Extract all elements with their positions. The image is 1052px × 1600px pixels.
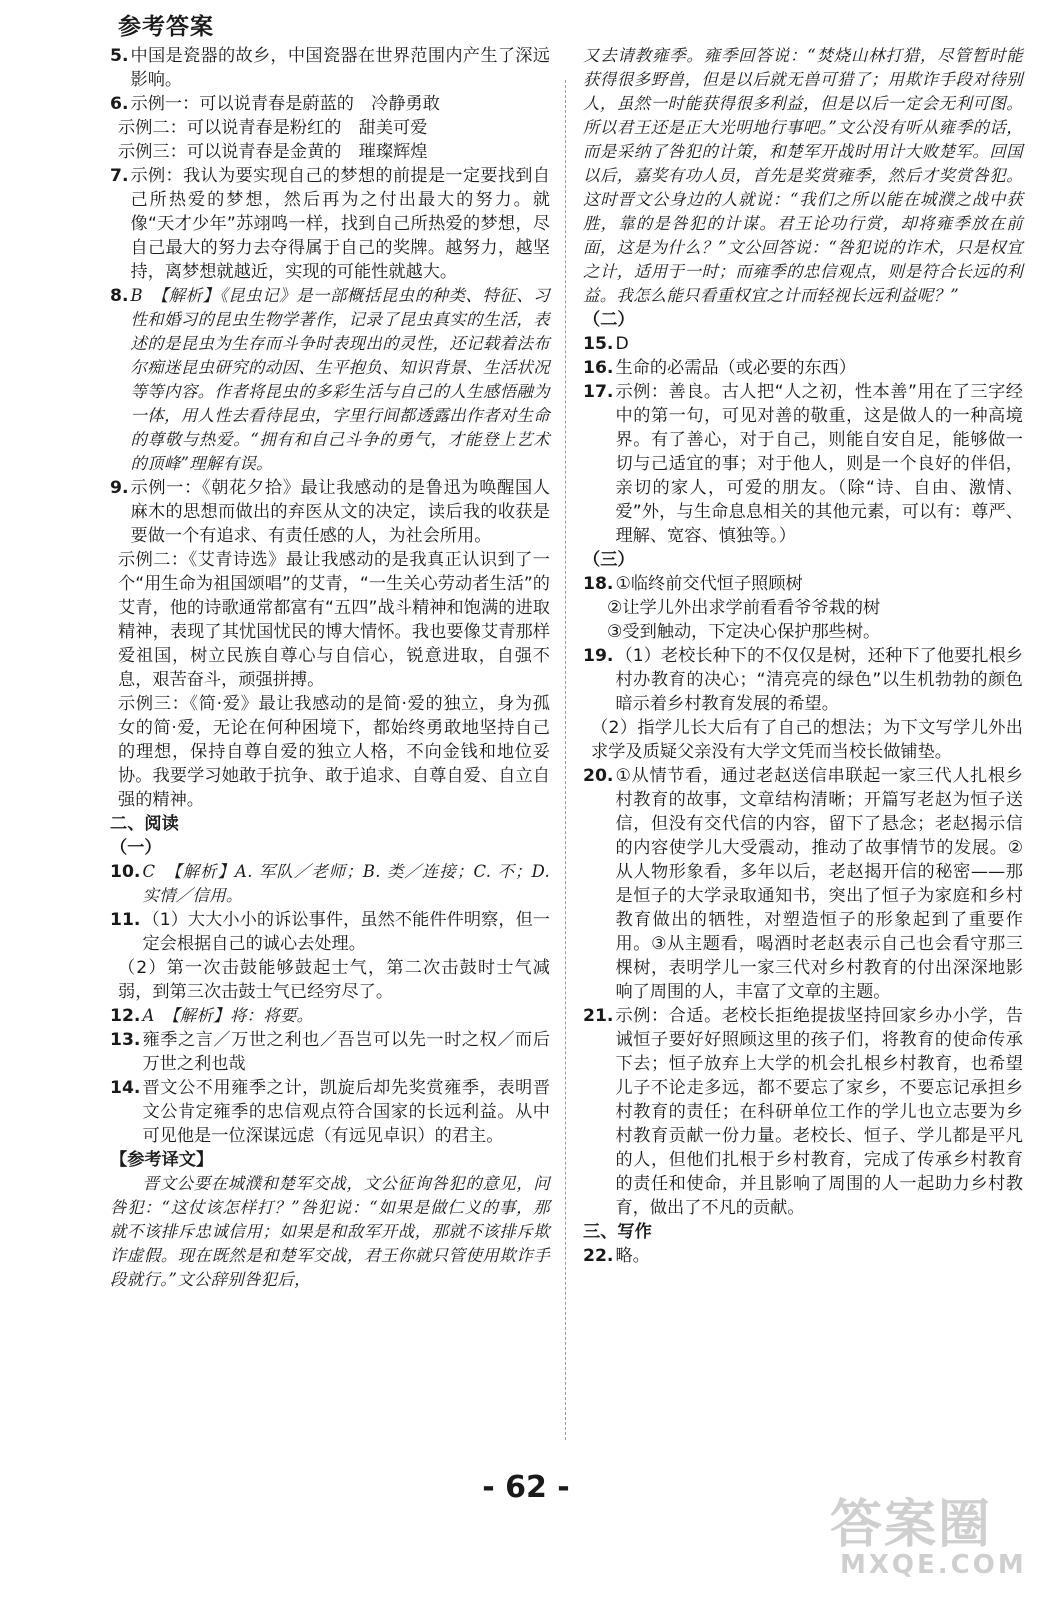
- answer-text: 晋文公不用雍季之计，凯旋后却先奖赏雍季，表明晋文公肯定雍季的忠信观点符合国家的长远利益。从中可见他是一位深谋远虑（有远见卓识）的君主。: [142, 1078, 550, 1146]
- section-heading: （二）: [583, 310, 635, 330]
- answer-text: B 【解析】《昆虫记》是一部概括昆虫的种类、特征、习性和婚习的昆虫生物学著作，记录了昆虫真实的生活，表述的是昆虫为生存而斗争时表现出的灵性，还记载着法布尔痴迷昆虫研究的动因、生平抱负、知识背景、生活状况等等内容。作者将昆虫的多彩生活与自己的人生感悟融为一体，用人性去看待昆虫，字里行间都透露出作者对生命的尊敬与热爱。“拥有和自己斗争的勇气，才能登上艺术的顶峰”理解有误。: [130, 286, 550, 473]
- answer-item: [583, 764, 1023, 1004]
- answer-item: [110, 1076, 550, 1148]
- answer-text: ①从情节看，通过老赵送信串联起一家三代人扎根乡村教育的故事，文章结构清晰；开篇写老赵为恒子送信，但没有交代信的内容，留下了悬念；老赵揭示信的内容使学儿大受震动，推动了故事情节的发展。②从人物形象看，多年以后，老赵揭开信的秘密——那是恒子的大学录取通知书，突出了恒子为家庭和乡村教育做出的牺牲，对塑造恒子的形象起到了重要作用。③从主题看，喝酒时老赵表示自己也会看守那三棵树，表明学儿一家三代对乡村教育的付出深深地影响了周围的人，丰富了文章的主题。: [615, 766, 1023, 1002]
- answer-text: ①临终前交代恒子照顾树: [615, 574, 803, 594]
- answer-continuation: 示例三：《简·爱》最让我感动的是简·爱的独立，身为孤女的简·爱，无论在何种困境下，都始终勇敢地坚持自己的理想，保持自尊自爱的独立人格，不向金钱和地位妥协。我要学习她敢于抗争、敢于追求、自尊自爱、自立自强的精神。: [118, 694, 550, 810]
- answer-continuation: （2）指学儿长大后有了自己的想法；为下文写学儿外出求学及质疑父亲没有大学文凭而当校长做铺垫。: [591, 718, 1023, 762]
- answer-number: 21.: [583, 1006, 614, 1026]
- right-column: [583, 44, 1023, 1268]
- answer-number: 15.: [583, 334, 614, 354]
- answer-item: [583, 644, 1023, 716]
- answer-item: [110, 1004, 550, 1028]
- answer-item: [110, 44, 550, 92]
- answer-text: 略。: [615, 1246, 650, 1266]
- answer-text: C 【解析】A. 军队／老师；B. 类／连接；C. 不；D. 实情／信用。: [142, 862, 550, 905]
- page-title: 参考答案: [118, 14, 214, 40]
- answer-item: [583, 380, 1023, 548]
- answer-text: A 【解析】将：将要。: [142, 1006, 314, 1025]
- answer-item: [583, 1004, 1023, 1220]
- answer-number: 14.: [110, 1078, 141, 1098]
- answer-text: 示例：善良。古人把“人之初，性本善”用在了三字经中的第一句，可见对善的敬重，这是做人的一种高境界。有了善心，对于自己，则能自安自足，能够做一切与己适宜的事；对于他人，则是一个良好的伴侣，亲切的家人，可爱的朋友。（除“诗、自由、激情、爱”外，与生命息息相关的其他元素，可以有：尊严、理解、宽容、慎独等。）: [615, 382, 1023, 546]
- answer-text: 示例一：可以说青春是蔚蓝的 冷静勇敢: [130, 94, 440, 114]
- answer-item: [110, 860, 550, 908]
- answer-item: [110, 908, 550, 956]
- answer-item: [110, 1028, 550, 1076]
- answer-number: 12.: [110, 1006, 141, 1026]
- answer-text: （1）老校长种下的不仅仅是树，还种下了他要扎根乡村办教育的决心；“清亮亮的绿色”以生机勃勃的颜色暗示着乡村教育发展的希望。: [615, 646, 1023, 714]
- answer-subitem: ③受到触动，下定决心保护那些树。: [607, 622, 881, 642]
- answer-item: [583, 332, 1023, 356]
- answer-number: 11.: [110, 910, 141, 930]
- answer-number: 22.: [583, 1246, 614, 1266]
- answer-continuation: 示例二：《艾青诗选》最让我感动的是我真正认识到了一个“用生命为祖国颂唱”的艾青，“一生关心劳动者生活”的艾青，他的诗歌通常都富有“五四”战斗精神和饱满的进取精神，表现了其忧国忧民的博大情怀。我也要像艾青那样爱祖国，树立民族自尊心与自信心，锐意进取，自强不息，艰苦奋斗，顽强拼搏。: [118, 550, 550, 690]
- answer-number: 9.: [110, 478, 129, 498]
- section-heading: （三）: [583, 550, 635, 570]
- answer-text: 示例：我认为要实现自己的梦想的前提是一定要找到自己所热爱的梦想，然后再为之付出最大的努力。就像“天才少年”苏翊鸣一样，找到自己所热爱的梦想，尽自己最大的努力去夺得属于自己的奖牌。越努力，越坚持，离梦想就越近，实现的可能性就越大。: [130, 166, 550, 282]
- answer-number: 5.: [110, 46, 129, 66]
- answer-text: 示例：合适。老校长拒绝提拔坚持回家乡办小学，告诫恒子要好好照顾这里的孩子们，将教育的使命传承下去；恒子放弃上大学的机会扎根乡村教育，也希望儿子不论走多远，都不要忘了家乡，不要忘记承担乡村教育的责任；在科研单位工作的学儿也立志要为乡村教育贡献一份力量。老校长、恒子、学儿都是平凡的人，但他们扎根于乡村教育，完成了传承乡村教育的责任和使命，并且影响了周围的人一起助力乡村教育，做出了不凡的贡献。: [615, 1006, 1023, 1218]
- answer-item: [583, 1244, 1023, 1268]
- answer-number: 13.: [110, 1030, 141, 1050]
- answer-number: 19.: [583, 646, 614, 666]
- watermark-text: 答案圈: [830, 1495, 993, 1555]
- column-divider: [565, 80, 566, 1440]
- section-heading: 三、写作: [583, 1222, 652, 1242]
- answer-text: 中国是瓷器的故乡，中国瓷器在世界范围内产生了深远影响。: [130, 46, 550, 90]
- answer-text: D: [615, 334, 629, 354]
- answer-number: 6.: [110, 94, 129, 114]
- answer-item: [110, 92, 550, 116]
- section-heading: 二、阅读: [110, 814, 179, 834]
- translation-continuation: 又去请教雍季。雍季回答说：“焚烧山林打猎，尽管暂时能获得很多野兽，但是以后就无兽可猎了；用欺诈手段对待别人，虽然一时能获得很多利益，但是以后一定会无利可图。所以君王还是正大光明地行事吧。”文公没有听从雍季的话，而是采纳了咎犯的计策，和楚军开战时用计大败楚军。回国以后，嘉奖有功人员，首先是奖赏雍季，然后才奖赏咎犯。这时晋文公身边的人就说：“我们之所以能在城濮之战中获胜，靠的是咎犯的计谋。君王论功行赏，却将雍季放在前面，这是为什么？”文公回答说：“咎犯说的诈术，只是权宜之计，适用于一时；而雍季的忠信观点，则是符合长远的利益。我怎么能只看重权宜之计而轻视长远利益呢？”: [583, 46, 1023, 305]
- answer-text: 示例一：《朝花夕拾》最让我感动的是鲁迅为唤醒国人麻木的思想而做出的弃医从文的决定，读后我的收获是要做一个有追求、有责任感的人，为社会所用。: [130, 478, 550, 546]
- answer-text: （1）大大小小的诉讼事件，虽然不能件件明察，但一定会根据自己的诚心去处理。: [142, 910, 550, 954]
- answer-item: [110, 476, 550, 548]
- answer-item: [583, 572, 1023, 596]
- watermark-url: MXQE.COM: [840, 1550, 1027, 1580]
- answer-item: [583, 356, 1023, 380]
- left-column: [110, 44, 550, 1292]
- answer-subitem: ②让学儿外出求学前看看爷爷栽的树: [607, 598, 881, 618]
- section-heading: （一）: [110, 838, 162, 858]
- answer-number: 8.: [110, 286, 129, 306]
- answer-text: 雍季之言／万世之利也／吾岂可以先一时之权／而后万世之利也哉: [142, 1030, 550, 1074]
- watermark-logo: [810, 1482, 1040, 1592]
- answer-continuation: （2）第一次击鼓能够鼓起士气，第二次击鼓时士气减弱，到第三次击鼓士气已经穷尽了。: [118, 958, 550, 1002]
- answer-text: 生命的必需品（或必要的东西）: [615, 358, 857, 378]
- answer-number: 7.: [110, 166, 129, 186]
- answer-item: [110, 164, 550, 284]
- answer-item: [110, 284, 550, 476]
- answer-continuation: 示例三：可以说青春是金黄的 璀璨辉煌: [118, 142, 428, 162]
- answer-number: 20.: [583, 766, 614, 786]
- answer-number: 18.: [583, 574, 614, 594]
- answer-continuation: 示例二：可以说青春是粉红的 甜美可爱: [118, 118, 428, 138]
- answer-number: 10.: [110, 862, 141, 882]
- answer-number: 16.: [583, 358, 614, 378]
- translation-paragraph: 晋文公要在城濮和楚军交战，文公征询咎犯的意见，问咎犯：“这仗该怎样打？”咎犯说：“如果是做仁义的事，那就不该排斥忠诚信用；如果是和敌军开战，那就不该排斥欺诈虚假。现在既然是和楚军交战，君王你就只管使用欺诈手段就行。”文公辞别咎犯后，: [110, 1174, 550, 1289]
- page-number: - 62 -: [482, 1470, 570, 1505]
- translation-heading: 【参考译文】: [110, 1150, 214, 1170]
- answer-number: 17.: [583, 382, 614, 402]
